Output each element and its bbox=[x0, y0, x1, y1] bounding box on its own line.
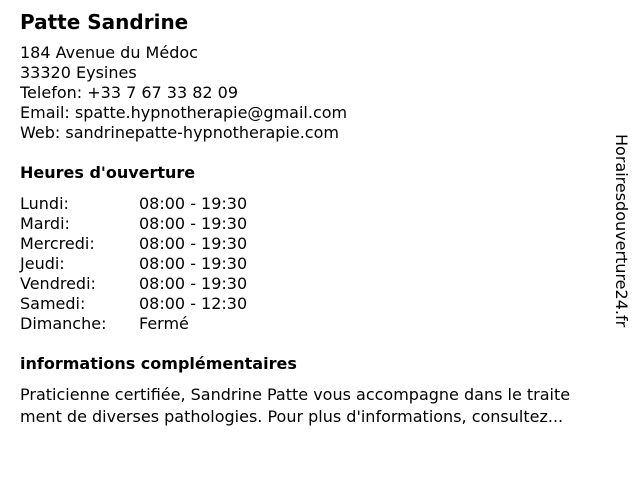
email-address: Email: spatte.hypnotherapie@gmail.com bbox=[20, 103, 348, 122]
time-range: 08:00 - 19:30 bbox=[139, 274, 248, 293]
day-label: Vendredi: bbox=[20, 274, 96, 293]
time-range: 08:00 - 19:30 bbox=[139, 214, 248, 233]
time-range: 08:00 - 12:30 bbox=[139, 294, 248, 313]
time-range: 08:00 - 19:30 bbox=[139, 194, 248, 213]
description-line: ment de diverses pathologies. Pour plus d'informations, consultez... bbox=[20, 407, 564, 426]
additional-info-text bbox=[20, 384, 620, 428]
day-label: Mardi: bbox=[20, 214, 70, 233]
time-range: 08:00 - 19:30 bbox=[139, 254, 248, 273]
website-address: Web: sandrinepatte-hypnotherapie.com bbox=[20, 123, 339, 142]
day-label: Samedi: bbox=[20, 294, 86, 313]
phone-number: Telefon: +33 7 67 33 82 09 bbox=[20, 83, 239, 102]
day-label: Dimanche: bbox=[20, 314, 107, 333]
day-label: Mercredi: bbox=[20, 234, 95, 253]
address-street: 184 Avenue du Médoc bbox=[20, 43, 198, 62]
site-watermark: Horairesdouverture24.fr bbox=[612, 134, 631, 328]
contact-block bbox=[20, 43, 347, 143]
opening-hours-heading: Heures d'ouverture bbox=[20, 163, 196, 182]
day-label: Jeudi: bbox=[20, 254, 65, 273]
business-name: Patte Sandrine bbox=[20, 10, 189, 34]
additional-info-heading: informations complémentaires bbox=[20, 354, 297, 373]
time-range: 08:00 - 19:30 bbox=[139, 234, 248, 253]
description-line: Praticienne certifiée, Sandrine Patte vous accompagne dans le traite bbox=[20, 385, 571, 404]
time-range: Fermé bbox=[139, 314, 189, 333]
address-city: 33320 Eysines bbox=[20, 63, 137, 82]
day-label: Lundi: bbox=[20, 194, 69, 213]
